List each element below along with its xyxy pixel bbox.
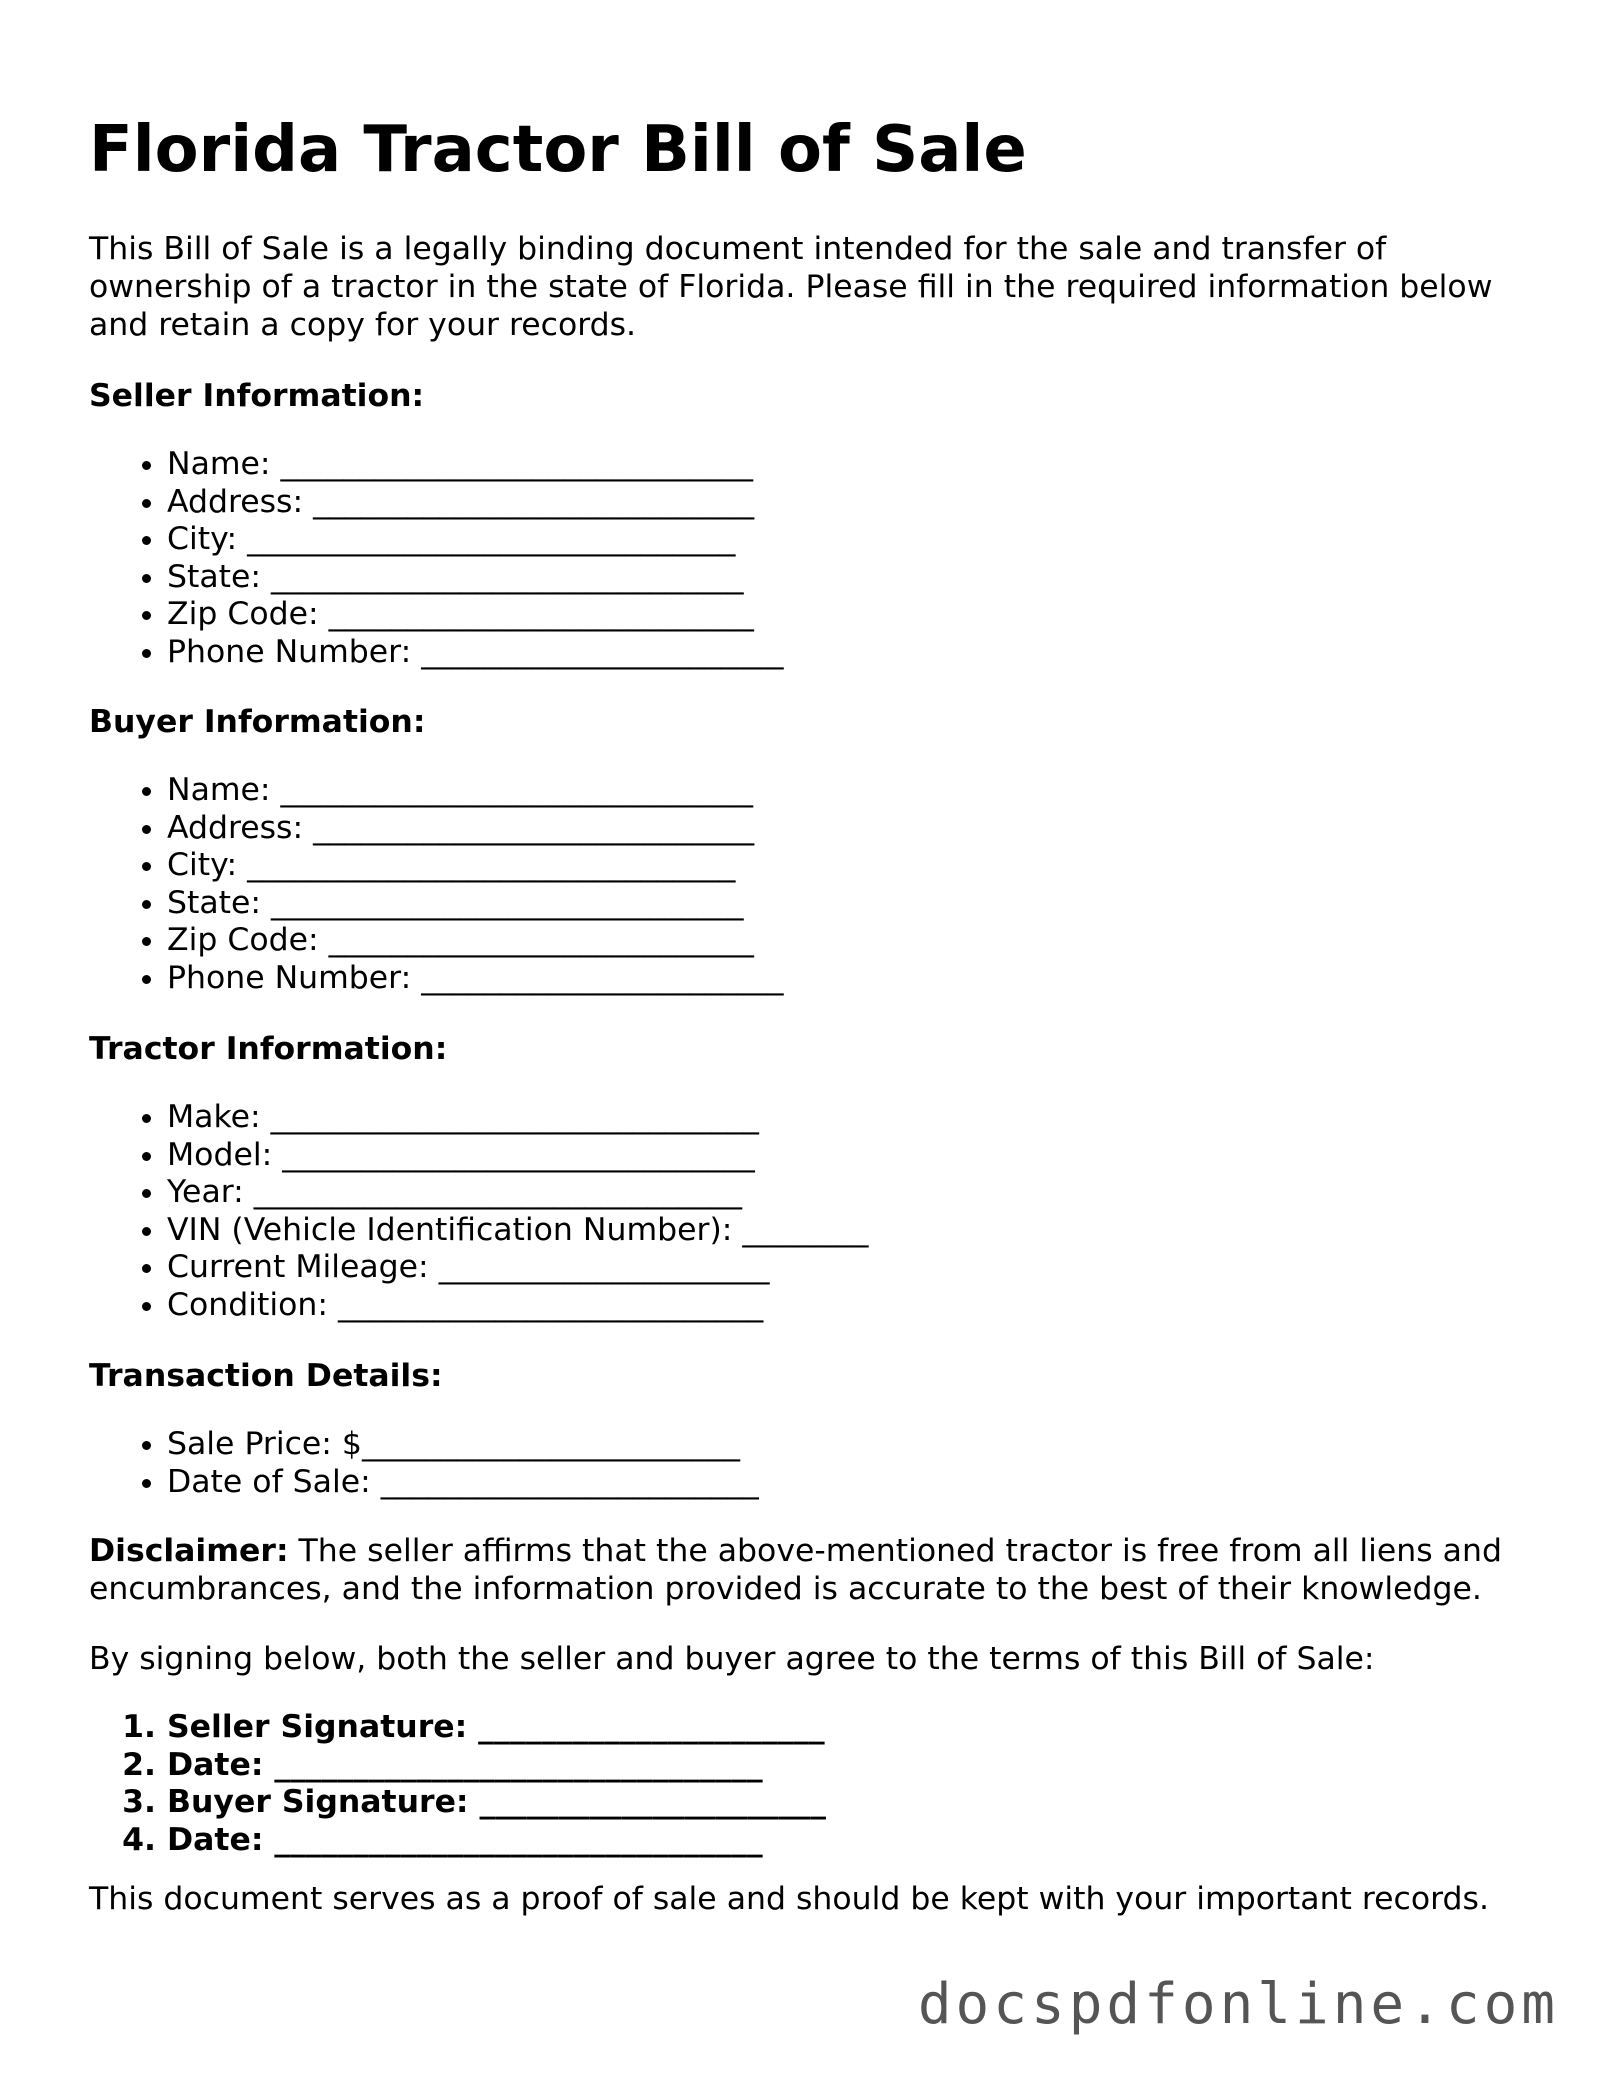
buyer-date-field[interactable]: 4. Date: _______________________________ — [167, 1822, 826, 1860]
disclaimer-label: Disclaimer: — [89, 1533, 289, 1569]
seller-state-field[interactable]: • State: ______________________________ — [167, 559, 783, 597]
seller-signature-field[interactable]: 1. Seller Signature: ______________________ — [167, 1709, 826, 1747]
tractor-make-field[interactable]: • Make: _______________________________ — [167, 1099, 868, 1137]
tractor-fields-list — [89, 1099, 868, 1324]
buyer-address-field[interactable]: • Address: ____________________________ — [167, 810, 783, 848]
disclaimer-text: The seller affirms that the above-mentioned tractor is free from all liens and encumbrances, and the information provided is accurate to the best of their knowledge. — [89, 1533, 1502, 1607]
sale-price-field[interactable]: • Sale Price: $________________________ — [167, 1426, 759, 1464]
date-of-sale-field[interactable]: • Date of Sale: ________________________ — [167, 1464, 759, 1502]
seller-heading: Seller Information: — [89, 378, 425, 414]
transaction-heading: Transaction Details: — [89, 1358, 443, 1394]
closing-paragraph: This document serves as a proof of sale and should be kept with your important records. — [89, 1881, 1489, 1917]
buyer-city-field[interactable]: • City: _______________________________ — [167, 847, 783, 885]
seller-name-field[interactable]: • Name: ______________________________ — [167, 446, 783, 484]
buyer-phone-field[interactable]: • Phone Number: _______________________ — [167, 960, 783, 998]
tractor-year-field[interactable]: • Year: _______________________________ — [167, 1174, 868, 1212]
signature-list — [89, 1709, 826, 1859]
seller-phone-field[interactable]: • Phone Number: _______________________ — [167, 634, 783, 672]
agreement-paragraph: By signing below, both the seller and buyer agree to the terms of this Bill of Sale: — [89, 1641, 1375, 1677]
seller-fields-list — [89, 446, 783, 671]
buyer-fields-list — [89, 772, 783, 997]
tractor-vin-field[interactable]: • VIN (Vehicle Identification Number): ________ — [167, 1212, 868, 1250]
buyer-state-field[interactable]: • State: ______________________________ — [167, 885, 783, 923]
buyer-signature-field[interactable]: 3. Buyer Signature: ______________________ — [167, 1784, 826, 1822]
tractor-model-field[interactable]: • Model: ______________________________ — [167, 1137, 868, 1175]
tractor-heading: Tractor Information: — [89, 1031, 448, 1067]
seller-city-field[interactable]: • City: _______________________________ — [167, 521, 783, 559]
intro-paragraph: This Bill of Sale is a legally binding document intended for the sale and transfer of ownership of a tractor in the state of Florida. Please fill in the required information below and retain a copy for your records. — [89, 231, 1493, 343]
buyer-zip-field[interactable]: • Zip Code: ___________________________ — [167, 922, 783, 960]
buyer-heading: Buyer Information: — [89, 704, 426, 740]
document-title: Florida Tractor Bill of Sale — [89, 113, 1027, 187]
disclaimer-paragraph — [89, 1532, 1569, 1608]
transaction-fields-list — [89, 1426, 759, 1501]
seller-date-field[interactable]: 2. Date: _______________________________ — [167, 1747, 826, 1785]
buyer-name-field[interactable]: • Name: ______________________________ — [167, 772, 783, 810]
seller-zip-field[interactable]: • Zip Code: ___________________________ — [167, 596, 783, 634]
tractor-mileage-field[interactable]: • Current Mileage: _____________________ — [167, 1249, 868, 1287]
watermark: docspdfonline.com — [917, 1972, 1559, 2037]
tractor-condition-field[interactable]: • Condition: ___________________________ — [167, 1287, 868, 1325]
seller-address-field[interactable]: • Address: ____________________________ — [167, 484, 783, 522]
